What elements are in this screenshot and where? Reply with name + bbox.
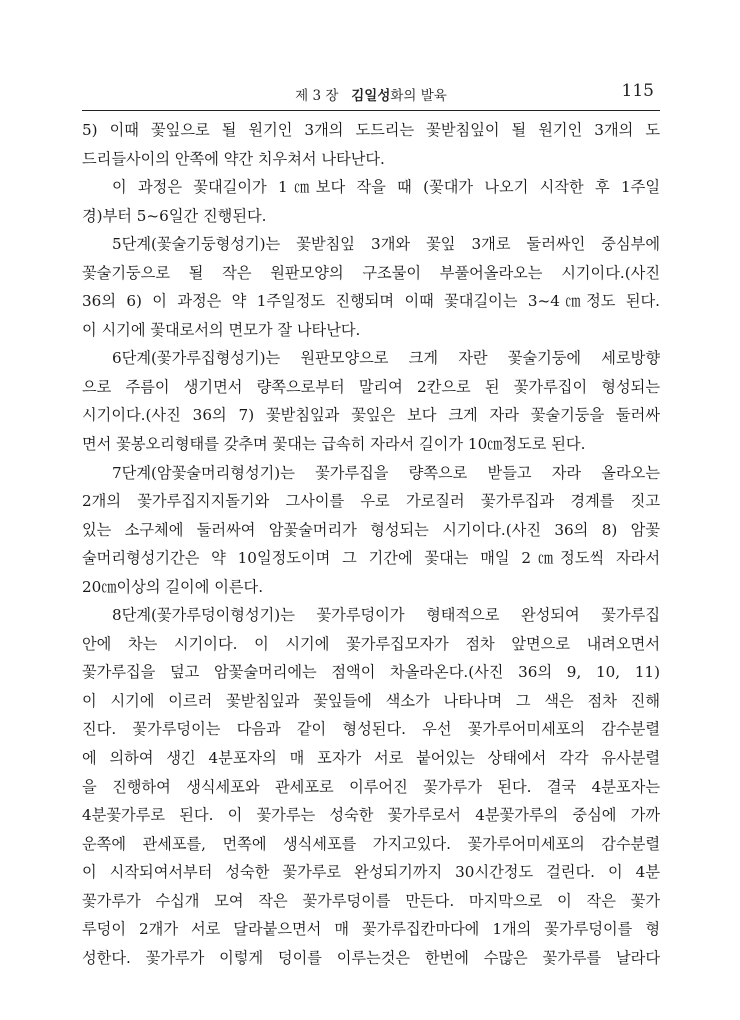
chapter-label: 제 3 장	[295, 88, 339, 104]
text-line: 이 과정은 꽃대길이가 1㎝보다 작을 때 (꽃대가 나오기 시작한 후 1주일	[112, 178, 660, 197]
text-line: 안에 차는 시기이다. 이 시기에 꽃가루집모자가 점차 앞면으로 내려오면서	[82, 634, 660, 653]
title-bold: 김일성	[351, 88, 391, 104]
text-line: 술머리형성기간은 약 10일정도이며 그 기간에 꽃대는 매일 2㎝정도씩 자라서	[82, 549, 660, 568]
page-number: 115	[621, 81, 654, 101]
body-text	[82, 116, 660, 972]
running-title	[82, 84, 660, 104]
text-line: 으로 주름이 생기면서 량쪽으로부터 말리여 2칸으로 된 꽃가루집이 형성되는	[82, 377, 660, 396]
text-line: 꽃가루가 수십개 모여 작은 꽃가루덩이를 만든다. 마지막으로 이 작은 꽃가	[82, 891, 660, 910]
text-line: 에 의하여 생긴 4분포자의 매 포자가 서로 붙어있는 상태에서 각각 유사분렬	[82, 749, 660, 768]
title-rest: 화의 발육	[390, 88, 447, 104]
text-line: 6단계(꽃가루집형성기)는 원판모양으로 크게 자란 꽃술기둥에 세로방향	[112, 349, 660, 368]
text-line: 5단계(꽃술기둥형성기)는 꽃받침잎 3개와 꽃잎 3개로 둘러싸인 중심부에	[112, 235, 660, 254]
text-line: 면서 꽃봉오리형태를 갖추며 꽃대는 급속히 자라서 길이가 10㎝정도로 된다.	[82, 435, 586, 454]
text-line: 4분꽃가루로 된다. 이 꽃가루는 성숙한 꽃가루로서 4분꽃가루의 중심에 가까	[82, 806, 660, 825]
text-line: 꽃술기둥으로 될 작은 원판모양의 구조물이 부풀어올라오는 시기이다.(사진	[82, 263, 660, 282]
text-line: 성한다. 꽃가루가 이렇게 덩이를 이루는것은 한번에 수많은 꽃가루를 날라다	[82, 948, 660, 967]
text-line: 5) 이때 꽃잎으로 될 원기인 3개의 도드리는 꽃받침잎이 될 원기인 3개의 도	[82, 121, 660, 139]
text-line: 루덩이 2개가 서로 달라붙으면서 매 꽃가루집칸마다에 1개의 꽃가루덩이를 형	[82, 920, 660, 939]
text-line: 을 진행하여 생식세포와 관세포로 이루어진 꽃가루가 된다. 결국 4분포자는	[82, 777, 660, 796]
text-line: 운쪽에 관세포를, 먼쪽에 생식세포를 가지고있다. 꽃가루어미세포의 감수분렬	[82, 834, 660, 853]
text-line: 드리들사이의 안쪽에 약간 치우쳐서 나타난다.	[82, 149, 385, 168]
text-line: 있는 소구체에 둘러싸여 암꽃술머리가 형성되는 시기이다.(사진 36의 8) 암꽃	[82, 520, 660, 539]
text-line: 36의 6) 이 과정은 약 1주일정도 진행되며 이때 꽃대길이는 3~4㎝정도 된다.	[82, 292, 660, 311]
running-header	[82, 80, 660, 111]
text-line: 진다. 꽃가루덩이는 다음과 같이 형성된다. 우선 꽃가루어미세포의 감수분렬	[82, 720, 660, 739]
text-line: 시기이다.(사진 36의 7) 꽃받침잎과 꽃잎은 보다 크게 자라 꽃술기둥을 둘러싸	[82, 406, 660, 425]
text-line: 꽃가루집을 덮고 암꽃술머리에는 점액이 차올라온다.(사진 36의 9, 10, 11)	[82, 663, 660, 682]
text-line: 이 시기에 꽃대로서의 면모가 잘 나타난다.	[82, 320, 361, 339]
text-line: 이 시기에 이르러 꽃받침잎과 꽃잎들에 색소가 나타나며 그 색은 점차 진해	[82, 691, 660, 710]
text-line: 이 시작되여서부터 성숙한 꽃가루로 완성되기까지 30시간정도 걸린다. 이 4분	[82, 863, 660, 882]
text-line: 8단계(꽃가루덩이형성기)는 꽃가루덩이가 형태적으로 완성되여 꽃가루집	[112, 606, 660, 625]
text-line: 20㎝이상의 길이에 이른다.	[82, 577, 264, 596]
text-line: 2개의 꽃가루집지지돌기와 그사이를 우로 가로질러 꽃가루집과 경계를 짓고	[82, 492, 660, 511]
text-line: 경)부터 5~6일간 진행된다.	[82, 206, 267, 225]
text-line: 7단계(암꽃술머리형성기)는 꽃가루집을 량쪽으로 받들고 자라 올라오는	[112, 463, 660, 482]
